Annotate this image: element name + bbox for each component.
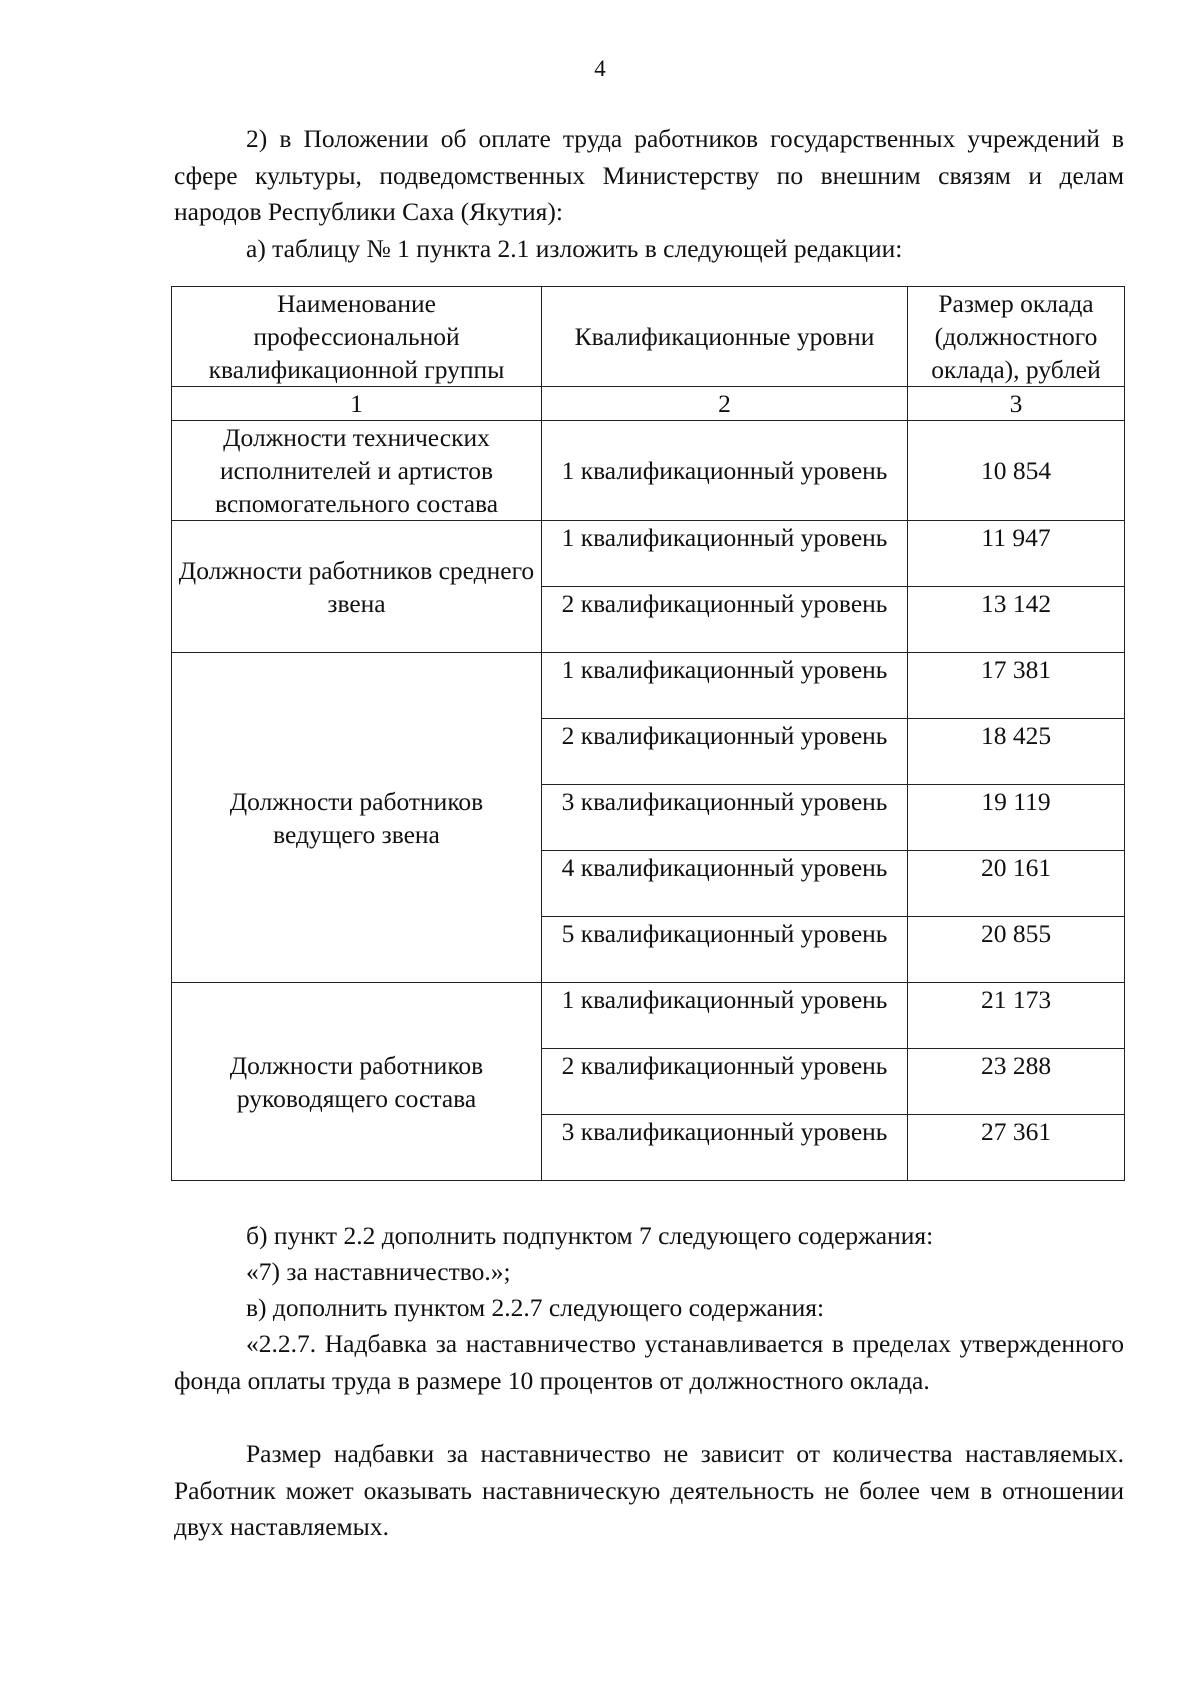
qualification-level: 2 квалификационный уровень [542,587,908,653]
item-a-text: а) таблицу № 1 пункта 2.1 изложить в следующей редакции: [246,234,903,263]
qualification-level: 2 квалификационный уровень [542,719,908,785]
group-name: Должности работников среднего звена [172,521,542,653]
salary-value: 13 142 [908,587,1125,653]
header-group-name: Наименование профессиональной квалификационной группы [172,287,542,387]
salary-table [171,286,1125,1181]
qualification-level: 1 квалификационный уровень [542,653,908,719]
item-v-subtext: «2.2.7. Надбавка за наставничество устанавливается в пределах утвержденного фонда оплаты труда в размере 10 процентов от должностного оклада. [174,1329,1124,1395]
salary-value: 10 854 [908,421,1125,521]
qualification-level: 2 квалификационный уровень [542,1049,908,1115]
salary-value: 21 173 [908,983,1125,1049]
qualification-level: 5 квалификационный уровень [542,917,908,983]
salary-value: 27 361 [908,1115,1125,1181]
final-paragraph: Размер надбавки за наставничество не зависит от количества наставляемых. Работник может оказывать наставническую деятельность не более чем в отношении двух наставляемых. [174,1439,1124,1541]
salary-value: 23 288 [908,1049,1125,1115]
qualification-level: 1 квалификационный уровень [542,421,908,521]
column-number: 2 [542,387,908,421]
salary-value: 19 119 [908,785,1125,851]
salary-value: 11 947 [908,521,1125,587]
group-name: Должности технических исполнителей и артистов вспомогательного состава [172,421,542,521]
table-number-row [172,387,1125,421]
column-number: 3 [908,387,1125,421]
table-row [172,421,1125,521]
salary-value: 20 161 [908,851,1125,917]
table-header-row [172,287,1125,387]
qualification-level: 4 квалификационный уровень [542,851,908,917]
salary-value: 20 855 [908,917,1125,983]
group-name: Должности работников руководящего состава [172,983,542,1181]
qualification-level: 1 квалификационный уровень [542,521,908,587]
intro-paragraph: 2) в Положении об оплате труда работников государственных учреждений в сфере культуры, подведомственных Министерству по внешним связям и делам народов Республики Саха (Якутия): [174,124,1124,226]
page-number: 4 [594,56,606,81]
qualification-level: 1 квалификационный уровень [542,983,908,1049]
header-salary: Размер оклада (должностного оклада), рублей [908,287,1125,387]
header-qualification-levels: Квалификационные уровни [542,287,908,387]
qualification-level: 3 квалификационный уровень [542,1115,908,1181]
salary-value: 17 381 [908,653,1125,719]
salary-value: 18 425 [908,719,1125,785]
table-row [172,983,1125,1049]
table-row [172,521,1125,587]
column-number: 1 [172,387,542,421]
group-name: Должности работников ведущего звена [172,653,542,983]
qualification-level: 3 квалификационный уровень [542,785,908,851]
table-row [172,653,1125,719]
item-b-subtext: «7) за наставничество.»; [246,1257,511,1286]
item-b-text: б) пункт 2.2 дополнить подпунктом 7 следующего содержания: [246,1221,934,1250]
item-v-text: в) дополнить пунктом 2.2.7 следующего содержания: [246,1293,825,1322]
